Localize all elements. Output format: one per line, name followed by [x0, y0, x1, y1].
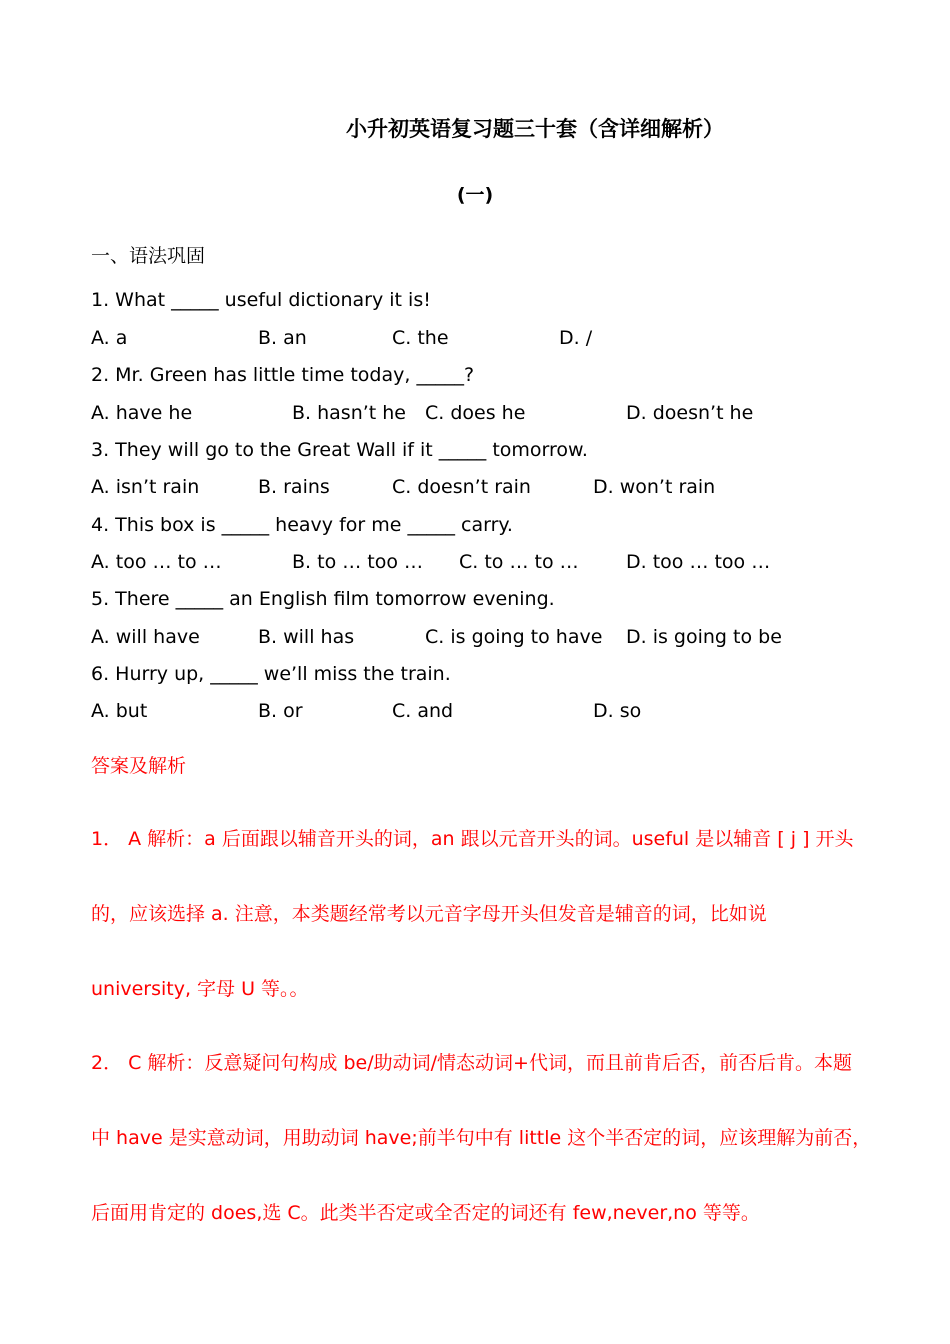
explanation-line: 的，应该选择 a. 注意，本类题经常考以元音字母开头但发音是辅音的词，比如说	[91, 903, 767, 925]
question-6: 6. Hurry up, _____ we’ll miss the train.	[91, 663, 451, 685]
question-4-option-a: A. too … to …	[91, 551, 222, 573]
question-4: 4. This box is _____ heavy for me _____ carry.	[91, 514, 513, 536]
answers-heading: 答案及解析	[91, 755, 187, 777]
document-title: 小升初英语复习题三十套（含详细解析）	[346, 117, 724, 141]
question-2-option-b: B. hasn’t he	[292, 402, 406, 424]
question-3-option-d: D. won’t rain	[593, 476, 716, 498]
question-5-option-b: B. will has	[258, 626, 355, 648]
explanation-line: 1． A 解析：a 后面跟以辅音开头的词，an 跟以元音开头的词。useful 是以辅音 [ j ] 开头	[91, 828, 854, 850]
question-5-option-d: D. is going to be	[626, 626, 782, 648]
question-2-option-a: A. have he	[91, 402, 193, 424]
explanation-line: 中 have 是实意动词，用助动词 have;前半句中有 little 这个半否定的词，应该理解为前否，	[91, 1127, 872, 1149]
question-1-option-b: B. an	[258, 327, 307, 349]
question-1-option-d: D. /	[559, 327, 593, 349]
question-1-option-a: A. a	[91, 327, 128, 349]
question-6-option-a: A. but	[91, 700, 148, 722]
explanation-line: 后面用肯定的 does,选 C。此类半否定或全否定的词还有 few,never,no 等等。	[91, 1202, 760, 1224]
question-5-option-a: A. will have	[91, 626, 200, 648]
question-5: 5. There _____ an English film tomorrow evening.	[91, 588, 555, 610]
question-1-option-c: C. the	[392, 327, 449, 349]
question-3: 3. They will go to the Great Wall if it _____ tomorrow.	[91, 439, 588, 461]
question-3-option-a: A. isn’t rain	[91, 476, 200, 498]
question-4-option-d: D. too … too …	[626, 551, 771, 573]
question-1: 1. What _____ useful dictionary it is!	[91, 289, 431, 311]
question-2-option-d: D. doesn’t he	[626, 402, 754, 424]
question-6-option-d: D. so	[593, 700, 642, 722]
question-2-option-c: C. does he	[425, 402, 526, 424]
explanation-line: 2． C 解析：反意疑问句构成 be/助动词/情态动词+代词，而且前肯后否，前否后肯。本题	[91, 1052, 852, 1074]
question-3-option-c: C. doesn’t rain	[392, 476, 531, 498]
document-subtitle: (一)	[456, 184, 494, 206]
question-3-option-b: B. rains	[258, 476, 330, 498]
section-heading: 一、语法巩固	[91, 245, 206, 267]
question-4-option-c: C. to … to …	[459, 551, 579, 573]
question-5-option-c: C. is going to have	[425, 626, 603, 648]
question-4-option-b: B. to … too …	[292, 551, 424, 573]
explanation-line: university, 字母 U 等。。	[91, 978, 309, 1000]
question-6-option-c: C. and	[392, 700, 454, 722]
question-6-option-b: B. or	[258, 700, 303, 722]
question-2: 2. Mr. Green has little time today, _____?	[91, 364, 475, 386]
